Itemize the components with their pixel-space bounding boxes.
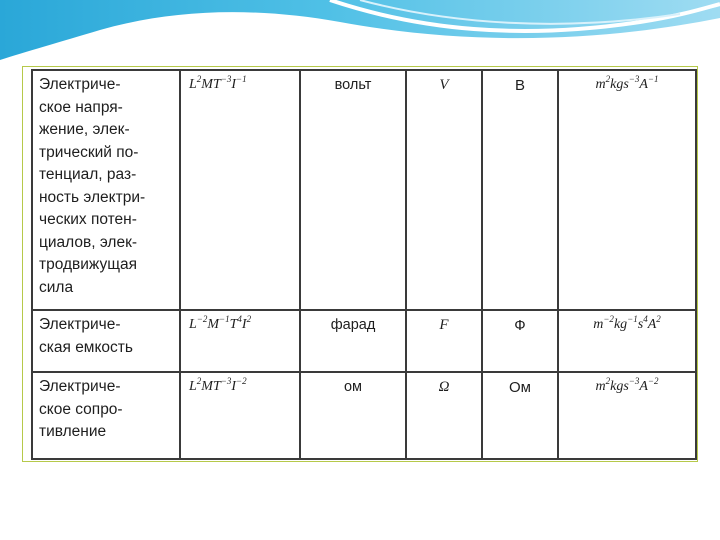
name-line: трический по- xyxy=(39,143,139,161)
unit-symbol: V xyxy=(406,70,482,310)
dimension-formula: $L^2MT^{-3}I^{-2}$ xyxy=(180,372,300,459)
name-line: тродвижущая xyxy=(39,256,137,273)
name-line: Электриче- xyxy=(39,316,121,333)
unit-name: вольт xyxy=(300,70,406,310)
name-line: сила xyxy=(39,278,74,296)
quantity-name-cell xyxy=(32,310,180,372)
table-row xyxy=(32,372,696,459)
quantity-name-cell xyxy=(32,372,180,459)
si-formula: $m^2kgs^{-3}A^{-2}$ xyxy=(558,372,696,459)
dimension-formula: $L^{-2}M^{-1}T^4I^2$ xyxy=(180,310,300,372)
unit-symbol-ru: Ф xyxy=(482,310,558,372)
unit-name: фарад xyxy=(300,310,406,372)
quantity-name-cell xyxy=(32,70,180,310)
si-formula: $m^2kgs^{-3}A^{-1}$ xyxy=(558,70,696,310)
name-line: ское сопро- xyxy=(39,400,123,418)
name-line: Электриче- xyxy=(39,76,121,93)
dimension-formula: $L^2MT^{-3}I^{-1}$ xyxy=(180,70,300,310)
name-line: ность электри- xyxy=(39,188,146,206)
unit-symbol: Ω xyxy=(406,372,482,459)
table-row xyxy=(32,310,696,372)
name-line: ческих потен- xyxy=(39,211,137,228)
name-line: жение, элек- xyxy=(39,121,130,138)
name-line: циалов, элек- xyxy=(39,233,138,251)
name-line: тивление xyxy=(39,423,107,440)
unit-name: ом xyxy=(300,372,406,459)
units-table xyxy=(31,69,697,460)
header-wave-decoration xyxy=(0,0,720,70)
name-line: ское напря- xyxy=(39,98,123,116)
unit-symbol: F xyxy=(406,310,482,372)
si-formula: $m^{-2}kg^{-1}s^4A^2$ xyxy=(558,310,696,372)
unit-symbol-ru: Ом xyxy=(482,372,558,459)
name-line: тенциал, раз- xyxy=(39,166,137,183)
table-row xyxy=(32,70,696,310)
unit-symbol-ru: В xyxy=(482,70,558,310)
name-line: Электриче- xyxy=(39,378,121,395)
name-line: ская емкость xyxy=(39,338,133,356)
